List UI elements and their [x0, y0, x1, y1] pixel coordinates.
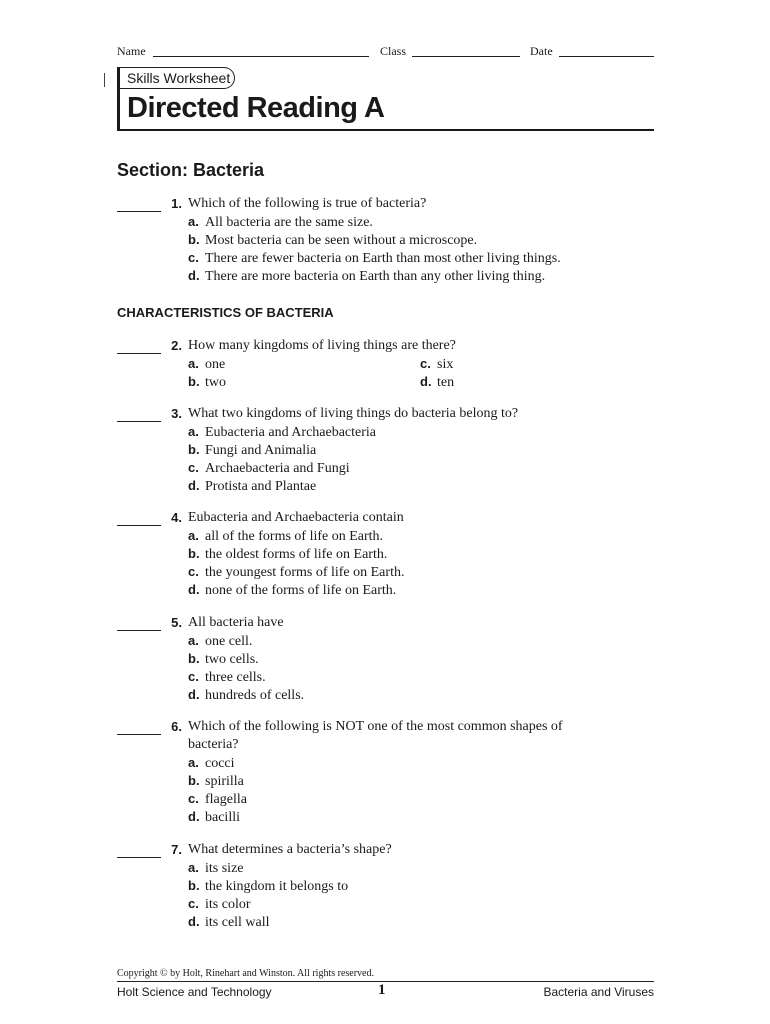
question-3: [117, 406, 657, 501]
option-a: a. cocci: [188, 755, 235, 771]
margin-tick: [104, 73, 105, 87]
page-title: Directed Reading A: [127, 92, 385, 124]
question-number: 4.: [171, 510, 182, 525]
option-b: b. spirilla: [188, 773, 244, 789]
option-a: a. one: [188, 356, 226, 372]
name-field[interactable]: [153, 56, 369, 57]
option-b: b. two: [188, 374, 226, 390]
option-b: b. two cells.: [188, 651, 259, 667]
question-6: [117, 719, 657, 832]
option-d: d. hundreds of cells.: [188, 687, 305, 703]
question-2: [117, 338, 657, 393]
option-d: d. Protista and Plantae: [188, 478, 317, 494]
question-number: 6.: [171, 719, 182, 734]
question-text: What two kingdoms of living things do bacteria belong to?: [188, 406, 519, 421]
option-c: c. six: [420, 356, 454, 372]
answer-blank[interactable]: [117, 525, 161, 526]
question-7: [117, 842, 657, 937]
option-c: c. Archaebacteria and Fungi: [188, 460, 350, 476]
option-b: b. Fungi and Animalia: [188, 442, 317, 458]
question-text: Which of the following is NOT one of the most common shapes of: [188, 719, 563, 734]
option-d: d. There are more bacteria on Earth than any other living thing.: [188, 268, 546, 284]
option-d: d. bacilli: [188, 809, 240, 825]
name-label: Name: [117, 44, 146, 58]
date-field[interactable]: [559, 56, 654, 57]
option-a: a. Eubacteria and Archaebacteria: [188, 424, 377, 440]
date-label: Date: [530, 44, 553, 58]
option-d: d. its cell wall: [188, 914, 270, 930]
option-b: b. the kingdom it belongs to: [188, 878, 349, 894]
option-a: a. its size: [188, 860, 244, 876]
option-b: b. the oldest forms of life on Earth.: [188, 546, 388, 562]
question-text-cont: bacteria?: [188, 737, 239, 752]
student-info-line: [117, 44, 654, 60]
option-d: d. ten: [420, 374, 455, 390]
question-text: Eubacteria and Archaebacteria contain: [188, 510, 404, 525]
class-field[interactable]: [412, 56, 520, 57]
answer-blank[interactable]: [117, 211, 161, 212]
option-c: c. flagella: [188, 791, 247, 807]
question-5: [117, 615, 657, 710]
question-number: 3.: [171, 406, 182, 421]
option-c: c. its color: [188, 896, 251, 912]
class-label: Class: [380, 44, 407, 58]
question-1: [117, 196, 657, 291]
worksheet-tab: Skills Worksheet: [117, 67, 235, 89]
question-number: 5.: [171, 615, 182, 630]
question-number: 1.: [171, 196, 182, 211]
question-text: What determines a bacteria’s shape?: [188, 842, 392, 857]
section-title: Section: Bacteria: [117, 160, 265, 180]
question-number: 7.: [171, 842, 182, 857]
option-c: c. three cells.: [188, 669, 266, 685]
answer-blank[interactable]: [117, 857, 161, 858]
question-text: All bacteria have: [188, 615, 284, 630]
question-text: Which of the following is true of bacteria?: [188, 196, 427, 211]
footer-publisher: Holt Science and Technology: [117, 985, 272, 999]
option-d: d. none of the forms of life on Earth.: [188, 582, 397, 598]
option-a: a. All bacteria are the same size.: [188, 214, 373, 230]
option-c: c. the youngest forms of life on Earth.: [188, 564, 405, 580]
option-b: b. Most bacteria can be seen without a microscope.: [188, 232, 478, 248]
answer-blank[interactable]: [117, 421, 161, 422]
answer-blank[interactable]: [117, 630, 161, 631]
question-text: How many kingdoms of living things are there?: [188, 338, 456, 353]
answer-blank[interactable]: [117, 353, 161, 354]
answer-blank[interactable]: [117, 734, 161, 735]
subheading: CHARACTERISTICS OF BACTERIA: [117, 305, 334, 320]
page-number: 1: [378, 982, 386, 998]
copyright-notice: Copyright © by Holt, Rinehart and Winston. All rights reserved.: [117, 968, 374, 979]
option-a: a. one cell.: [188, 633, 253, 649]
question-4: [117, 510, 657, 605]
option-c: c. There are fewer bacteria on Earth than most other living things.: [188, 250, 561, 266]
question-number: 2.: [171, 338, 182, 353]
footer-topic: Bacteria and Viruses: [543, 985, 654, 999]
title-divider: [117, 129, 654, 131]
option-a: a. all of the forms of life on Earth.: [188, 528, 384, 544]
footer-divider: [117, 981, 654, 982]
